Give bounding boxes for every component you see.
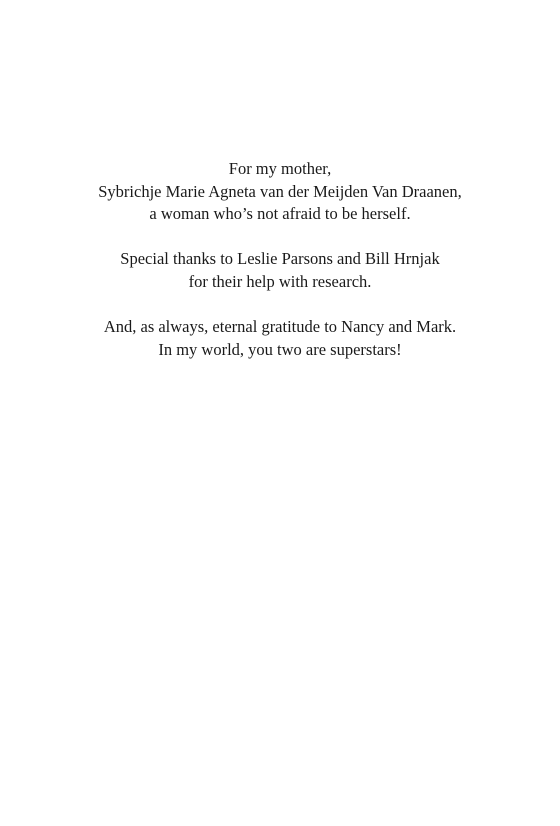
dedication-stanza-gratitude — [0, 316, 560, 361]
dedication-line: In my world, you two are superstars! — [158, 339, 402, 359]
dedication-stanza-mother — [0, 158, 560, 226]
dedication-line: a woman who’s not afraid to be herself. — [149, 204, 411, 224]
dedication — [0, 158, 560, 361]
dedication-line: For my mother, — [228, 159, 332, 178]
dedication-line: for their help with research. — [188, 271, 372, 291]
dedication-stanza-thanks — [0, 248, 560, 293]
dedication-line: Special thanks to Leslie Parsons and Bill Hrnjak — [120, 249, 440, 269]
dedication-line: And, as always, eternal gratitude to Nancy and Mark. — [103, 317, 457, 337]
dedication-line: Sybrichje Marie Agneta van der Meijden Van Draanen, — [98, 181, 462, 201]
